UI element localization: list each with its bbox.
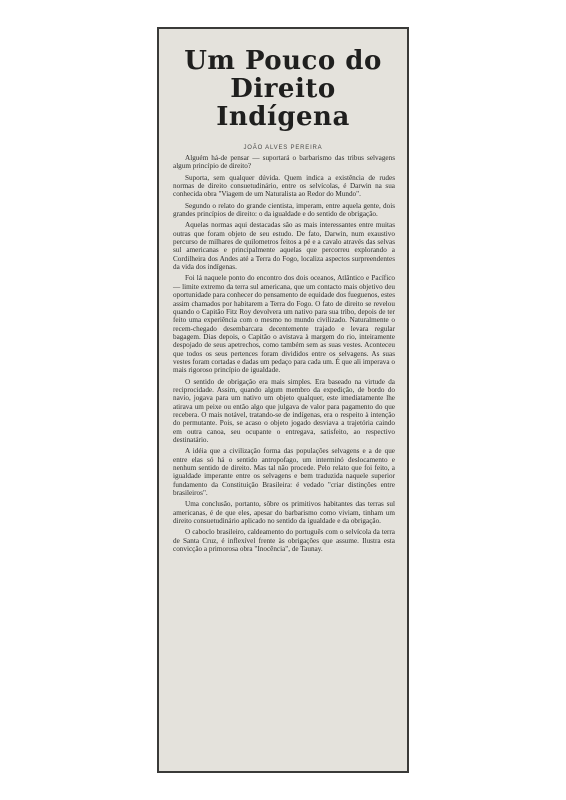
paragraph: Segundo o relato do grande cientista, imperam, entre aquela gente, dois grandes princípios de direito: o da igualdade e do sentido de obrigação. xyxy=(173,201,395,219)
paragraph: O caboclo brasileiro, caldeamento do português com o selvícola da terra de Santa Cruz, é inflexível frente às obrigações que assume. Ilustra esta convicção a primorosa obra "Inocência", de Taunay. xyxy=(173,528,395,554)
title-line-2: Direito Indígena xyxy=(216,74,350,132)
paragraph: O sentido de obrigação era mais simples. Era baseado na virtude da reciprocidade. Assim, quando algum membro da expedição, de bordo do navio, jogava para um nativo um objeto qualquer, este imediatamente lhe atirava um peixe ou então algo que julgava de valor para pagamento do que recebera. O mais notável, tratando-se de indígenas, era o respeito à intenção do permutante. Pois, se acaso o objeto jogado desviava a trajetória caindo em outra canoa, seu ocupante o entregava, satisfeito, ao respectivo destinatário. xyxy=(173,377,395,444)
paragraph: Foi lá naquele ponto do encontro dos dois oceanos, Atlântico e Pacífico — limite extremo da terra sul americana, que um contacto mais objetivo deu oportunidade para conhecer do pensamento de equidade dos fueguenos, estes assim chamados por habitarem a Terra do Fogo. O fato de direito se revelou quando o Capitão Fitz Roy devolvera um nativo para sua tribo, depois de ter feito uma experiência com o mesmo no mundo civilizado. Naturalmente o recem-chegado desembarcara decentemente trajado e levara regular bagagem. Dias depois, o Capitão o avistava à margem do rio, inteiramente despojado de seus apetrechos, como também sem as suas vestes. Aconteceu que todos os seus pertences foram divididos entre os selvagens. As suas vestes foram cortadas e dadas um pedaço para cada um. É que ali imperava o mais rigoroso princípio de igualdade. xyxy=(173,274,395,375)
newspaper-clipping xyxy=(157,27,409,773)
paragraph: Suporta, sem qualquer dúvida. Quem indica a existência de rudes normas de direito consuetudinário, entre os selvícolas, é Darwin na sua conhecida obra "Viagem de um Naturalista ao Redor do Mundo". xyxy=(173,173,395,199)
paragraph: Uma conclusão, portanto, sôbre os primitivos habitantes das terras sul americanas, é de que eles, apesar do barbarismo como viviam, tinham um direito consuetudinário aplicado no sentido da igualdade e da obrigação. xyxy=(173,500,395,526)
article-body xyxy=(159,154,407,553)
article-title xyxy=(159,47,407,131)
paragraph: Alguém há-de pensar — suportará o barbarismo das tribus selvagens algum princípio de direito? xyxy=(173,154,395,171)
author-byline: JOÃO ALVES PEREIRA xyxy=(243,145,323,151)
title-line-1: Um Pouco do xyxy=(184,46,382,76)
paragraph: A idéia que a civilização forma das populações selvagens e a de que entre elas só há o sentido antropofago, um interminó deslocamento e nenhum sentido de direito. Mas tal não procede. Pelo relato que foi feito, a igualdade imperante entre os selvagens e bem traduzida naquele superior fundamento da Constituição Brasileira: é vedado "criar distinções entre brasileiros". xyxy=(173,447,395,498)
paragraph: Aquelas normas aqui destacadas são as mais interessantes entre muitas outras que foram objeto de seu estudo. De fato, Darwin, num exaustivo percurso de milhares de quilometros feitos a pé e a cavalo através das selvas sul americanas e principalmente aquelas que percorreu explorando a Cordilheira dos Andes até a Terra do Fogo, localiza aspectos surpreendentes da vida dos indígenas. xyxy=(173,221,395,272)
